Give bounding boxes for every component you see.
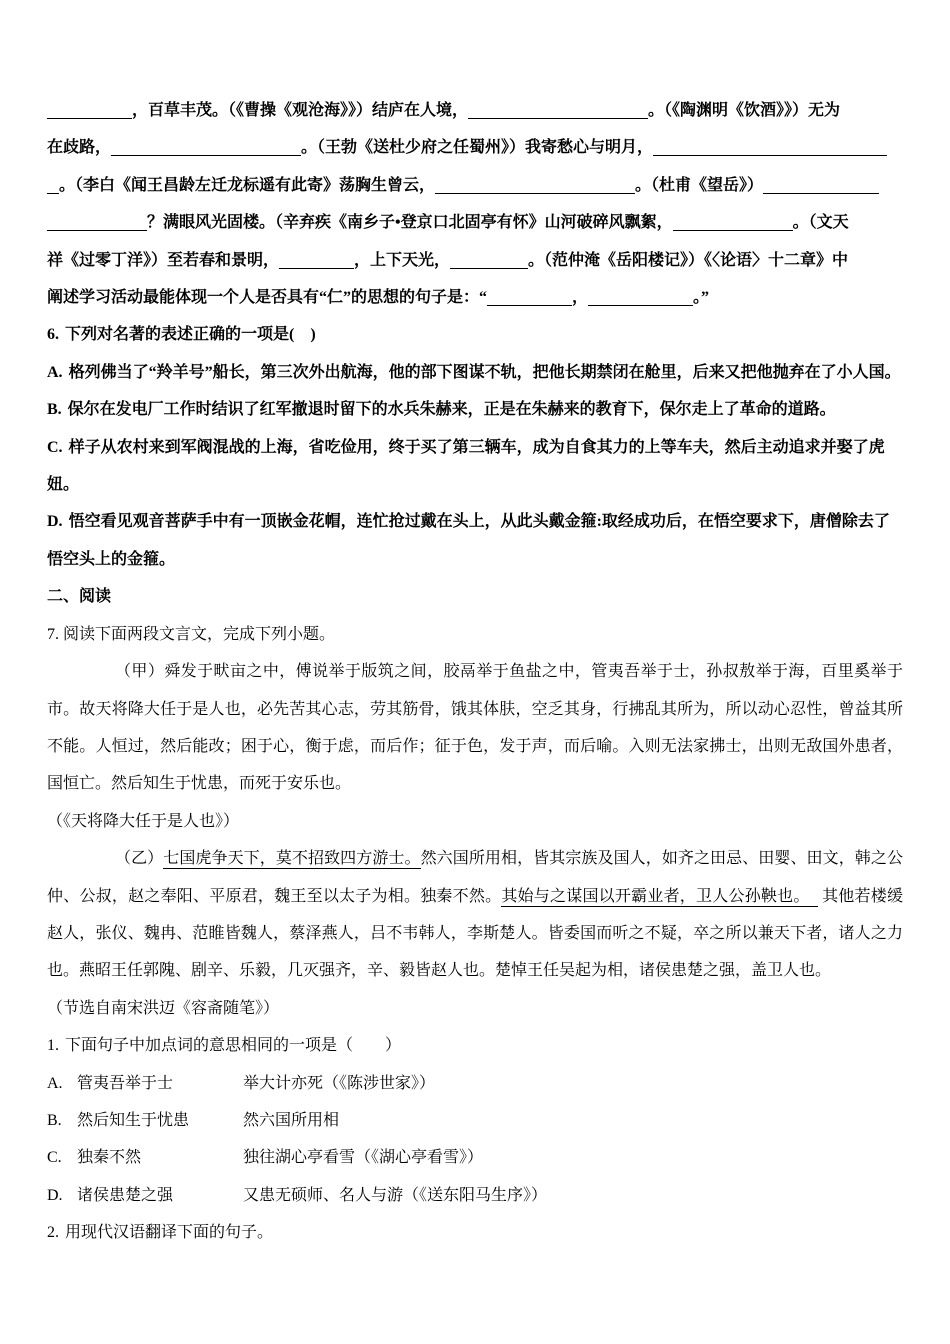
section-heading-reading: 二、阅读 [47, 588, 112, 606]
option-text: 格列佛当了“羚羊号”船长，第三次外出航海，他的部下图谋不轨，把他长期禁闭在舱里，后来又把他抛弃在了小人国。 [68, 363, 901, 381]
sub1-option-row-b [47, 1102, 903, 1139]
text-segment: ，上下天光， [354, 251, 451, 269]
answer-blank [450, 252, 528, 269]
sub-question-2-stem-text: 用现代汉语翻译下面的句子。 [65, 1224, 274, 1242]
option-label: C. [47, 438, 63, 456]
dictation-line [47, 92, 903, 129]
dictation-line [47, 279, 903, 316]
dictation-fill-in-paragraph [47, 92, 903, 316]
dictation-line [47, 167, 903, 204]
text-segment: 其他若楼缓赵人，张仪、魏冉、范睢皆魏人，蔡泽燕人，吕不韦韩人，李斯楚人。皆委国而听之不疑，卒之所以兼天下者，诸人之力也。燕昭王任郭隗、剧辛、乐毅，几灭强齐，辛、毅皆赵人也。楚悼王任吴起为相，诸侯患楚之强，盖卫人也。 [47, 887, 903, 980]
question-6-number: 6. [47, 326, 59, 344]
text-segment: 。（范仲淹《岳阳楼记》）《〈论语〉十二章》中 [528, 251, 849, 269]
passage-yi [47, 840, 903, 990]
option-left-phrase: 诸侯患楚之强 [77, 1186, 174, 1204]
option-label: B. [47, 1111, 62, 1129]
q6-option-b [47, 391, 903, 428]
text-segment: 。（王勃《送杜少府之任蜀州》）我寄愁心与明月， [301, 139, 654, 157]
text-segment: （乙） [115, 850, 164, 868]
option-label: A. [47, 363, 63, 381]
text-segment: ， [572, 289, 589, 307]
option-label: C. [47, 1149, 62, 1167]
dictation-line [47, 129, 903, 166]
text-segment: ？满眼风光固楼。（辛弃疾《南乡子•登京口北固亭有怀》山河破碎风飘絮， [147, 214, 673, 232]
option-label: B. [47, 401, 62, 419]
answer-blank [487, 289, 572, 306]
sub1-option-row-d [47, 1177, 903, 1214]
option-left-phrase: 管夷吾举于士 [77, 1074, 174, 1092]
option-right-phrase: 独往湖心亭看雪（《湖心亭看雪》） [243, 1149, 484, 1167]
text-segment: 祥《过零丁洋》）至若春和景明， [47, 251, 280, 269]
q6-option-d [47, 503, 903, 578]
q6-option-c [47, 429, 903, 504]
text-segment: 。（李白《闻王昌龄左迁龙标遥有此寄》荡胸生曾云， [59, 176, 436, 194]
answer-blank [653, 139, 887, 156]
text-segment: 。（杜甫《望岳》） [635, 176, 764, 194]
question-7-intro: 7. 阅读下面两段文言文，完成下列小题。 [47, 625, 336, 643]
option-left-phrase: 然后知生于忧患 [77, 1111, 190, 1129]
text-segment: 在歧路， [47, 139, 112, 157]
dictation-line [47, 204, 903, 241]
sub-question-1-stem [47, 1027, 903, 1064]
answer-blank [47, 102, 132, 119]
option-text: 悟空看见观音菩萨手中有一顶嵌金花帽，连忙抢过戴在头上，从此头戴金箍:取经成功后，在悟空要求下，唐僧除去了悟空头上的金箍。 [47, 513, 890, 568]
sub-question-2-number: 2. [47, 1224, 59, 1242]
option-label: D. [47, 513, 63, 531]
option-text: 样子从农村来到军阀混战的上海，省吃俭用，终于买了第三辆车，成为自食其力的上等车夫，然后主动追求并娶了虎妞。 [47, 438, 885, 494]
option-left-phrase: 独秦不然 [77, 1149, 142, 1167]
passage-yi-source: （节选自南宋洪迈《容斋随笔》） [47, 999, 280, 1017]
question-6-stem-text: 下列对名著的表述正确的一项是( ) [65, 326, 316, 344]
answer-blank [468, 102, 648, 119]
option-right-phrase: 然六国所用相 [243, 1111, 340, 1129]
passage-jia [47, 653, 903, 803]
question-7 [47, 616, 903, 1252]
dictation-line [47, 242, 903, 279]
option-label: A. [47, 1074, 63, 1092]
answer-blank [279, 252, 354, 269]
underlined-sentence: 七国虎争天下，莫不招致四方游士。 [163, 850, 421, 868]
answer-blank [588, 289, 693, 306]
text-segment: （甲）舜发于畎亩之中，傅说举于版筑之间，胶鬲举于鱼盐之中，管夷吾举于士，孙叔敖举于海，百里奚举于市。故天将降大任于是人也，必先苦其心志，劳其筋骨，饿其体肤，空乏其身，行拂乱其所为，所以动心忍性，曾益其所不能。人恒过，然后能改；困于心，衡于虑，而后作；征于色，发于声，而后喻。入则无法家拂士，出则无敌国外患者，国恒亡。然后知生于忧患，而死于安乐也。 [47, 663, 903, 793]
text-segment: 。” [693, 289, 710, 307]
sub-question-1 [47, 1027, 903, 1214]
option-right-phrase: 举大计亦死（《陈涉世家》） [243, 1074, 436, 1092]
text-segment: 。（文天 [792, 214, 849, 232]
sub-question-1-stem-text: 下面句子中加点词的意思相同的一项是（ ） [65, 1037, 402, 1055]
answer-blank [435, 177, 635, 194]
q6-option-a [47, 354, 903, 391]
question-6 [47, 316, 903, 578]
option-text: 保尔在发电厂工作时结识了红军撤退时留下的水兵朱赫来，正是在朱赫来的教育下，保尔走上了革命的道路。 [67, 401, 836, 419]
option-right-phrase: 又患无硕师、名人与游（《送东阳马生序》） [243, 1186, 548, 1204]
answer-blank [673, 214, 793, 231]
sub-question-1-number: 1. [47, 1037, 59, 1055]
question-6-stem [47, 316, 903, 353]
answer-blank [111, 139, 301, 156]
answer-blank [763, 177, 879, 194]
answer-blank [47, 177, 59, 194]
sub1-option-row-c [47, 1139, 903, 1176]
text-segment: 。（《陶渊明《饮酒》》）无为 [648, 102, 841, 119]
text-segment: 阐述学习活动最能体现一个人是否具有“仁”的思想的句子是：“ [47, 289, 488, 307]
sub1-option-row-a [47, 1065, 903, 1102]
passage-jia-source: （《天将降大任于是人也》） [47, 812, 240, 830]
text-segment: ，百草丰茂。（《曹操《观沧海》》）结庐在人境， [132, 102, 469, 119]
option-label: D. [47, 1186, 63, 1204]
answer-blank [47, 214, 147, 231]
underlined-sentence: 其始与之谋国以开霸业者，卫人公孙鞅也。 [501, 887, 818, 905]
sub-question-2 [47, 1214, 903, 1251]
text-segment: 然六国所用相，皆其宗族及国人，如齐之田忌、田婴、田文，韩之公仲、公叔，赵之奉阳、平原君，魏王至以太子为相。独秦不然。 [47, 850, 903, 905]
